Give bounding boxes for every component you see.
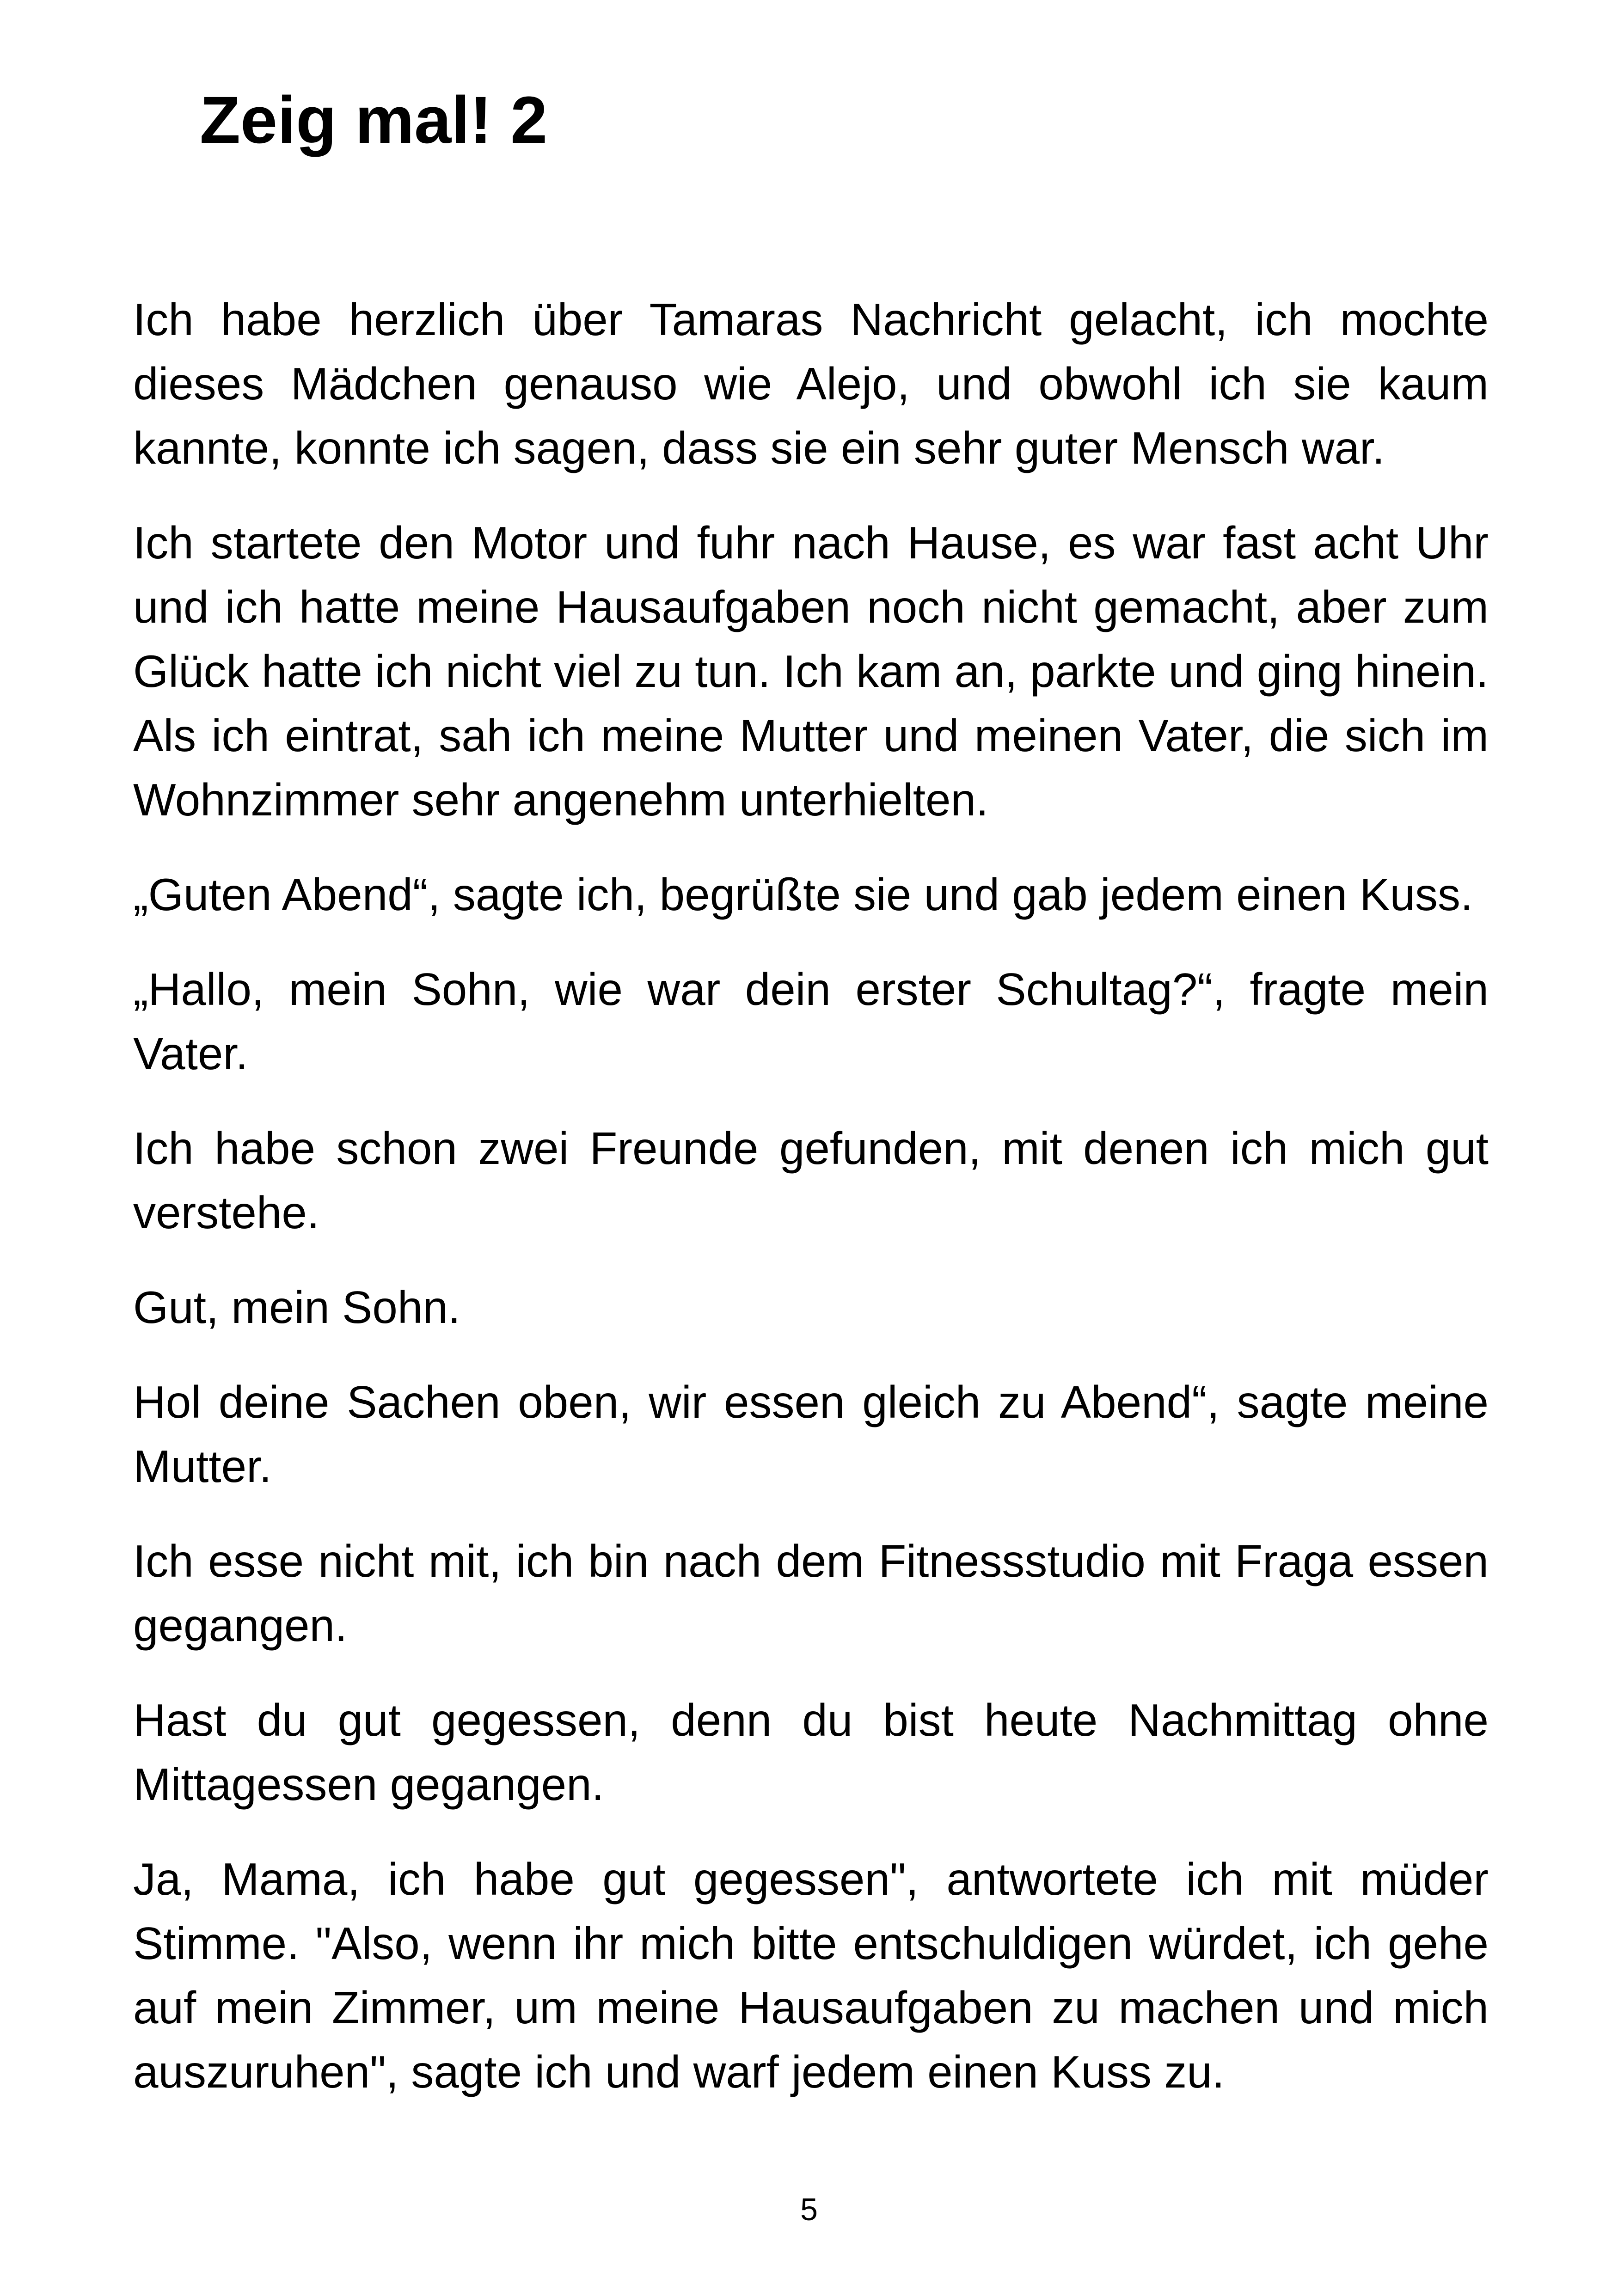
paragraph-10: Ja, Mama, ich habe gut gegessen", antwortete ich mit müder Stimme. "Also, wenn ihr mich bitte entschuldigen würdet, ich gehe auf mein Zimmer, um meine Hausaufgaben zu machen und mich auszuruhen", sagte ich und warf jedem einen Kuss zu. [133, 1854, 1489, 2097]
paragraph-2: Ich startete den Motor und fuhr nach Hause, es war fast acht Uhr und ich hatte meine Hausaufgaben noch nicht gemacht, aber zum Glück hatte ich nicht viel zu tun. Ich kam an, parkte und ging hinein. Als ich eintrat, sah ich meine Mutter und meinen Vater, die sich im Wohnzimmer sehr angenehm unterhielten. [133, 517, 1489, 825]
page-number: 5 [800, 2192, 818, 2227]
paragraph-5: Ich habe schon zwei Freunde gefunden, mit denen ich mich gut verstehe. [133, 1123, 1489, 1238]
paragraph-3: „Guten Abend“, sagte ich, begrüßte sie und gab jedem einen Kuss. [133, 869, 1473, 920]
page-title: Zeig mal! 2 [200, 83, 548, 157]
body-text [133, 288, 1489, 2135]
paragraph-6: Gut, mein Sohn. [133, 1282, 461, 1333]
paragraph-8: Ich esse nicht mit, ich bin nach dem Fitnessstudio mit Fraga essen gegangen. [133, 1536, 1489, 1651]
paragraph-4: „Hallo, mein Sohn, wie war dein erster Schultag?“, fragte mein Vater. [133, 964, 1489, 1079]
paragraph-9: Hast du gut gegessen, denn du bist heute Nachmittag ohne Mittagessen gegangen. [133, 1695, 1489, 1810]
paragraph-7: Hol deine Sachen oben, wir essen gleich zu Abend“, sagte meine Mutter. [133, 1377, 1489, 1492]
paragraph-1: Ich habe herzlich über Tamaras Nachricht gelacht, ich mochte dieses Mädchen genauso wie Alejo, und obwohl ich sie kaum kannte, konnte ich sagen, dass sie ein sehr guter Mensch war. [133, 294, 1489, 473]
